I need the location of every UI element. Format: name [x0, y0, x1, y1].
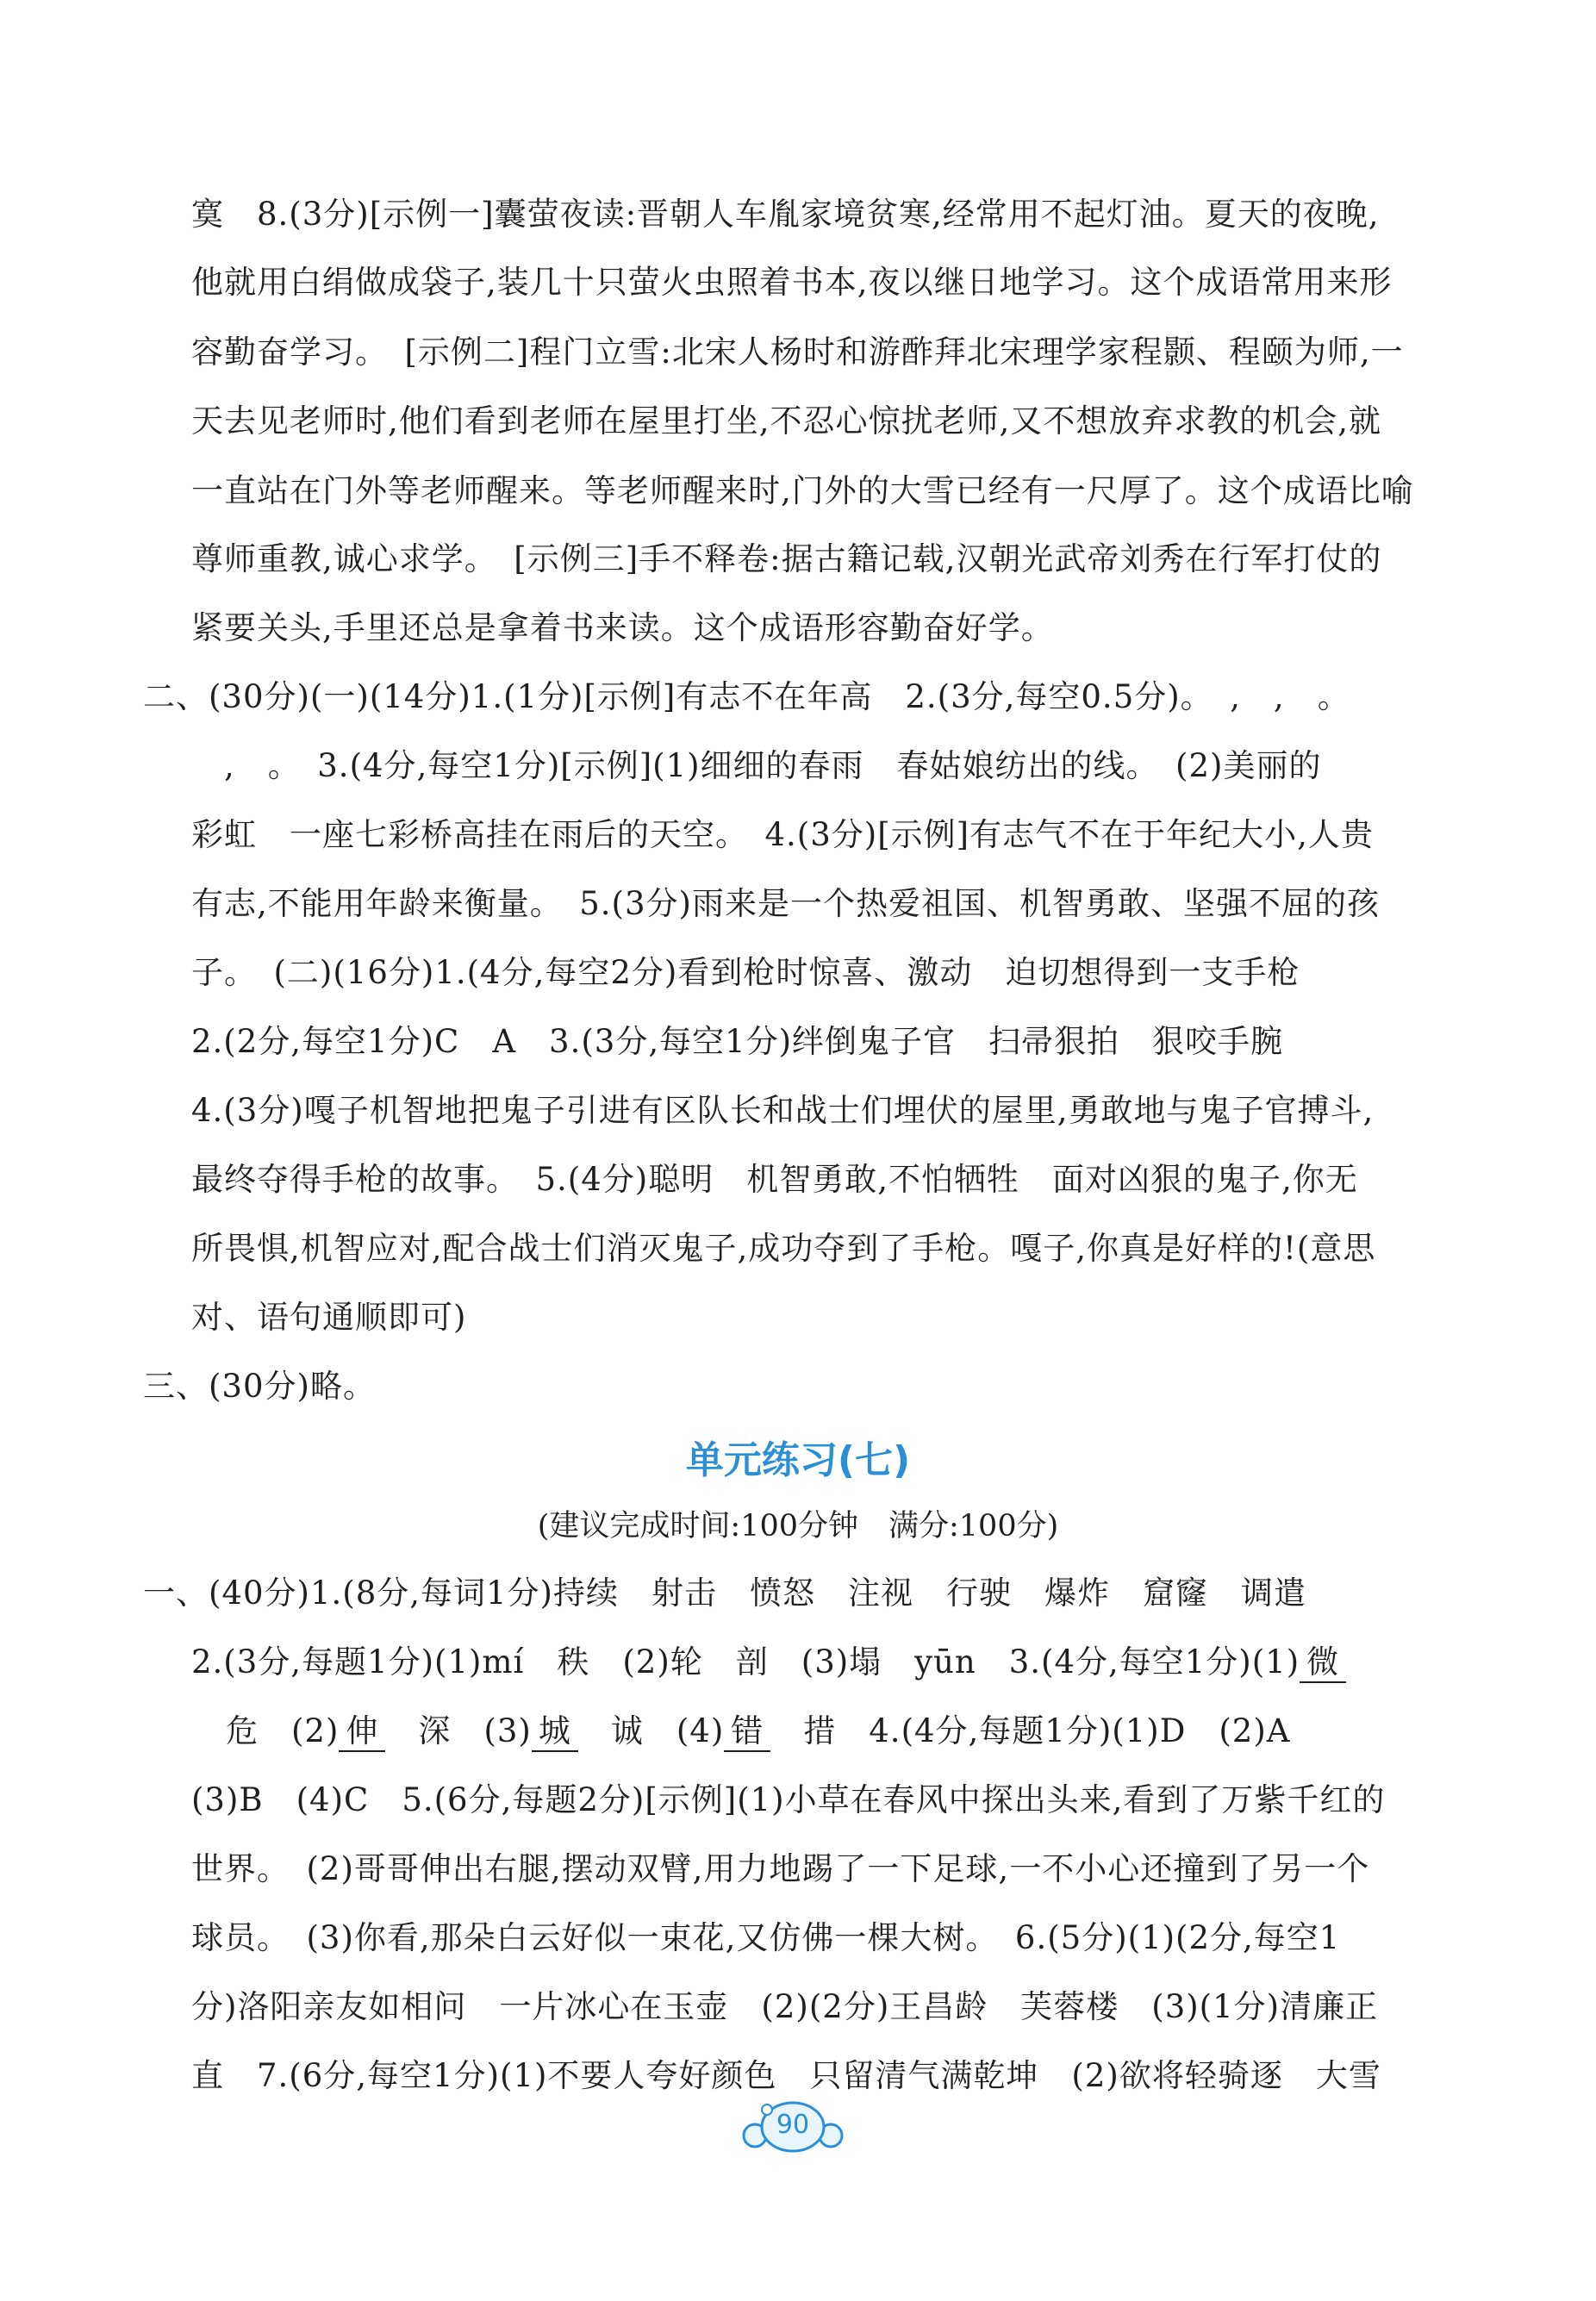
text-segment: 深 (3) — [385, 1712, 532, 1749]
text-line: 一、(40分)1.(8分,每词1分)持续 射击 愤怒 注视 行驶 爆炸 窟窿 调遣 — [143, 1575, 1306, 1612]
section-subtitle: (建议完成时间:100分钟 满分:100分) — [537, 1509, 1059, 1543]
text-line: 分)洛阳亲友如相问 一片冰心在玉壶 (2)(2分)王昌龄 芙蓉楼 (3)(1分)清廉正 — [191, 1988, 1379, 2025]
underlined-answer: 伸 — [339, 1712, 385, 1752]
text-line: 二、(30分)(一)(14分)1.(1分)[示例]有志不在年高 2.(3分,每空0.5分)。 , , 。 — [143, 678, 1350, 715]
text-line: 直 7.(6分,每空1分)(1)不要人夸好颜色 只留清气满乾坤 (2)欲将轻骑逐 大雪 — [191, 2057, 1381, 2094]
page-number-badge — [741, 2092, 845, 2161]
text-line: 彩虹 一座七彩桥高挂在雨后的天空。 4.(3分)[示例]有志气不在于年纪大小,人贵 — [191, 816, 1374, 853]
text-line: , 。 3.(4分,每空1分)[示例](1)细细的春雨 春姑娘纺出的线。 (2)美丽的 — [191, 747, 1322, 784]
text-line: 紧要关头,手里还总是拿着书来读。这个成语形容勤奋好学。 — [191, 609, 1054, 646]
text-line: 4.(3分)嘎子机智地把鬼子引进有区队长和战士们埋伏的屋里,勇敢地与鬼子官搏斗, — [191, 1092, 1375, 1129]
text-line: 寞 8.(3分)[示例一]囊萤夜读:晋朝人车胤家境贫寒,经常用不起灯油。夏天的夜晚, — [191, 196, 1380, 233]
underlined-answer: 错 — [724, 1712, 770, 1752]
text-line: 他就用白绢做成袋子,装几十只萤火虫照着书本,夜以继日地学习。这个成语常用来形 — [191, 264, 1393, 301]
text-line: 一直站在门外等老师醒来。等老师醒来时,门外的大雪已经有一尺厚了。这个成语比喻 — [191, 472, 1414, 509]
text-line: 对、语句通顺即可) — [191, 1299, 467, 1336]
text-segment: 危 (2) — [226, 1712, 340, 1749]
text-segment: 诚 (4) — [577, 1712, 725, 1749]
text-line: 三、(30分)略。 — [143, 1368, 376, 1405]
text-line: 尊师重教,诚心求学。 [示例三]手不释卷:据古籍记载,汉朝光武帝刘秀在行军打仗的 — [191, 540, 1382, 577]
text-segment: 措 4.(4分,每题1分)(1)D (2)A — [770, 1712, 1291, 1749]
underlined-answer: 微 — [1300, 1643, 1346, 1683]
underlined-answer: 城 — [532, 1712, 578, 1752]
text-line: 所畏惧,机智应对,配合战士们消灭鬼子,成功夺到了手枪。嘎子,你真是好样的!(意思 — [191, 1230, 1376, 1267]
page-number: 90 — [776, 2110, 810, 2140]
text-line: 世界。 (2)哥哥伸出右腿,摆动双臂,用力地踢了一下足球,一不小心还撞到了另一个 — [191, 1850, 1370, 1887]
text-line: 有志,不能用年龄来衡量。 5.(3分)雨来是一个热爱祖国、机智勇敢、坚强不屈的孩 — [191, 885, 1380, 922]
text-line: 子。 (二)(16分)1.(4分,每空2分)看到枪时惊喜、激动 迫切想得到一支手枪 — [191, 954, 1300, 991]
text-line — [191, 1639, 1346, 1686]
text-line: 天去见老师时,他们看到老师在屋里打坐,不忍心惊扰老师,又不想放弃求教的机会,就 — [191, 402, 1382, 440]
text-segment: 2.(3分,每题1分)(1)mí 秩 (2)轮 剖 (3)塌 yūn 3.(4分,每空1分)(1) — [191, 1643, 1300, 1681]
text-line — [226, 1708, 1291, 1755]
text-line: 最终夺得手枪的故事。 5.(4分)聪明 机智勇敢,不怕牺牲 面对凶狠的鬼子,你无 — [191, 1161, 1358, 1198]
text-line: 球员。 (3)你看,那朵白云好似一束花,又仿佛一棵大树。 6.(5分)(1)(2分,每空1 — [191, 1919, 1341, 1956]
text-line: 2.(2分,每空1分)C A 3.(3分,每空1分)绊倒鬼子官 扫帚狠拍 狠咬手腕 — [191, 1023, 1284, 1060]
text-line: (3)B (4)C 5.(6分,每题2分)[示例](1)小草在春风中探出头来,看到了万紫千红的 — [191, 1781, 1386, 1818]
text-line: 容勤奋学习。 [示例二]程门立雪:北宋人杨时和游酢拜北宋理学家程颢、程颐为师,一 — [191, 334, 1404, 371]
section-title: 单元练习(七) — [685, 1438, 911, 1482]
